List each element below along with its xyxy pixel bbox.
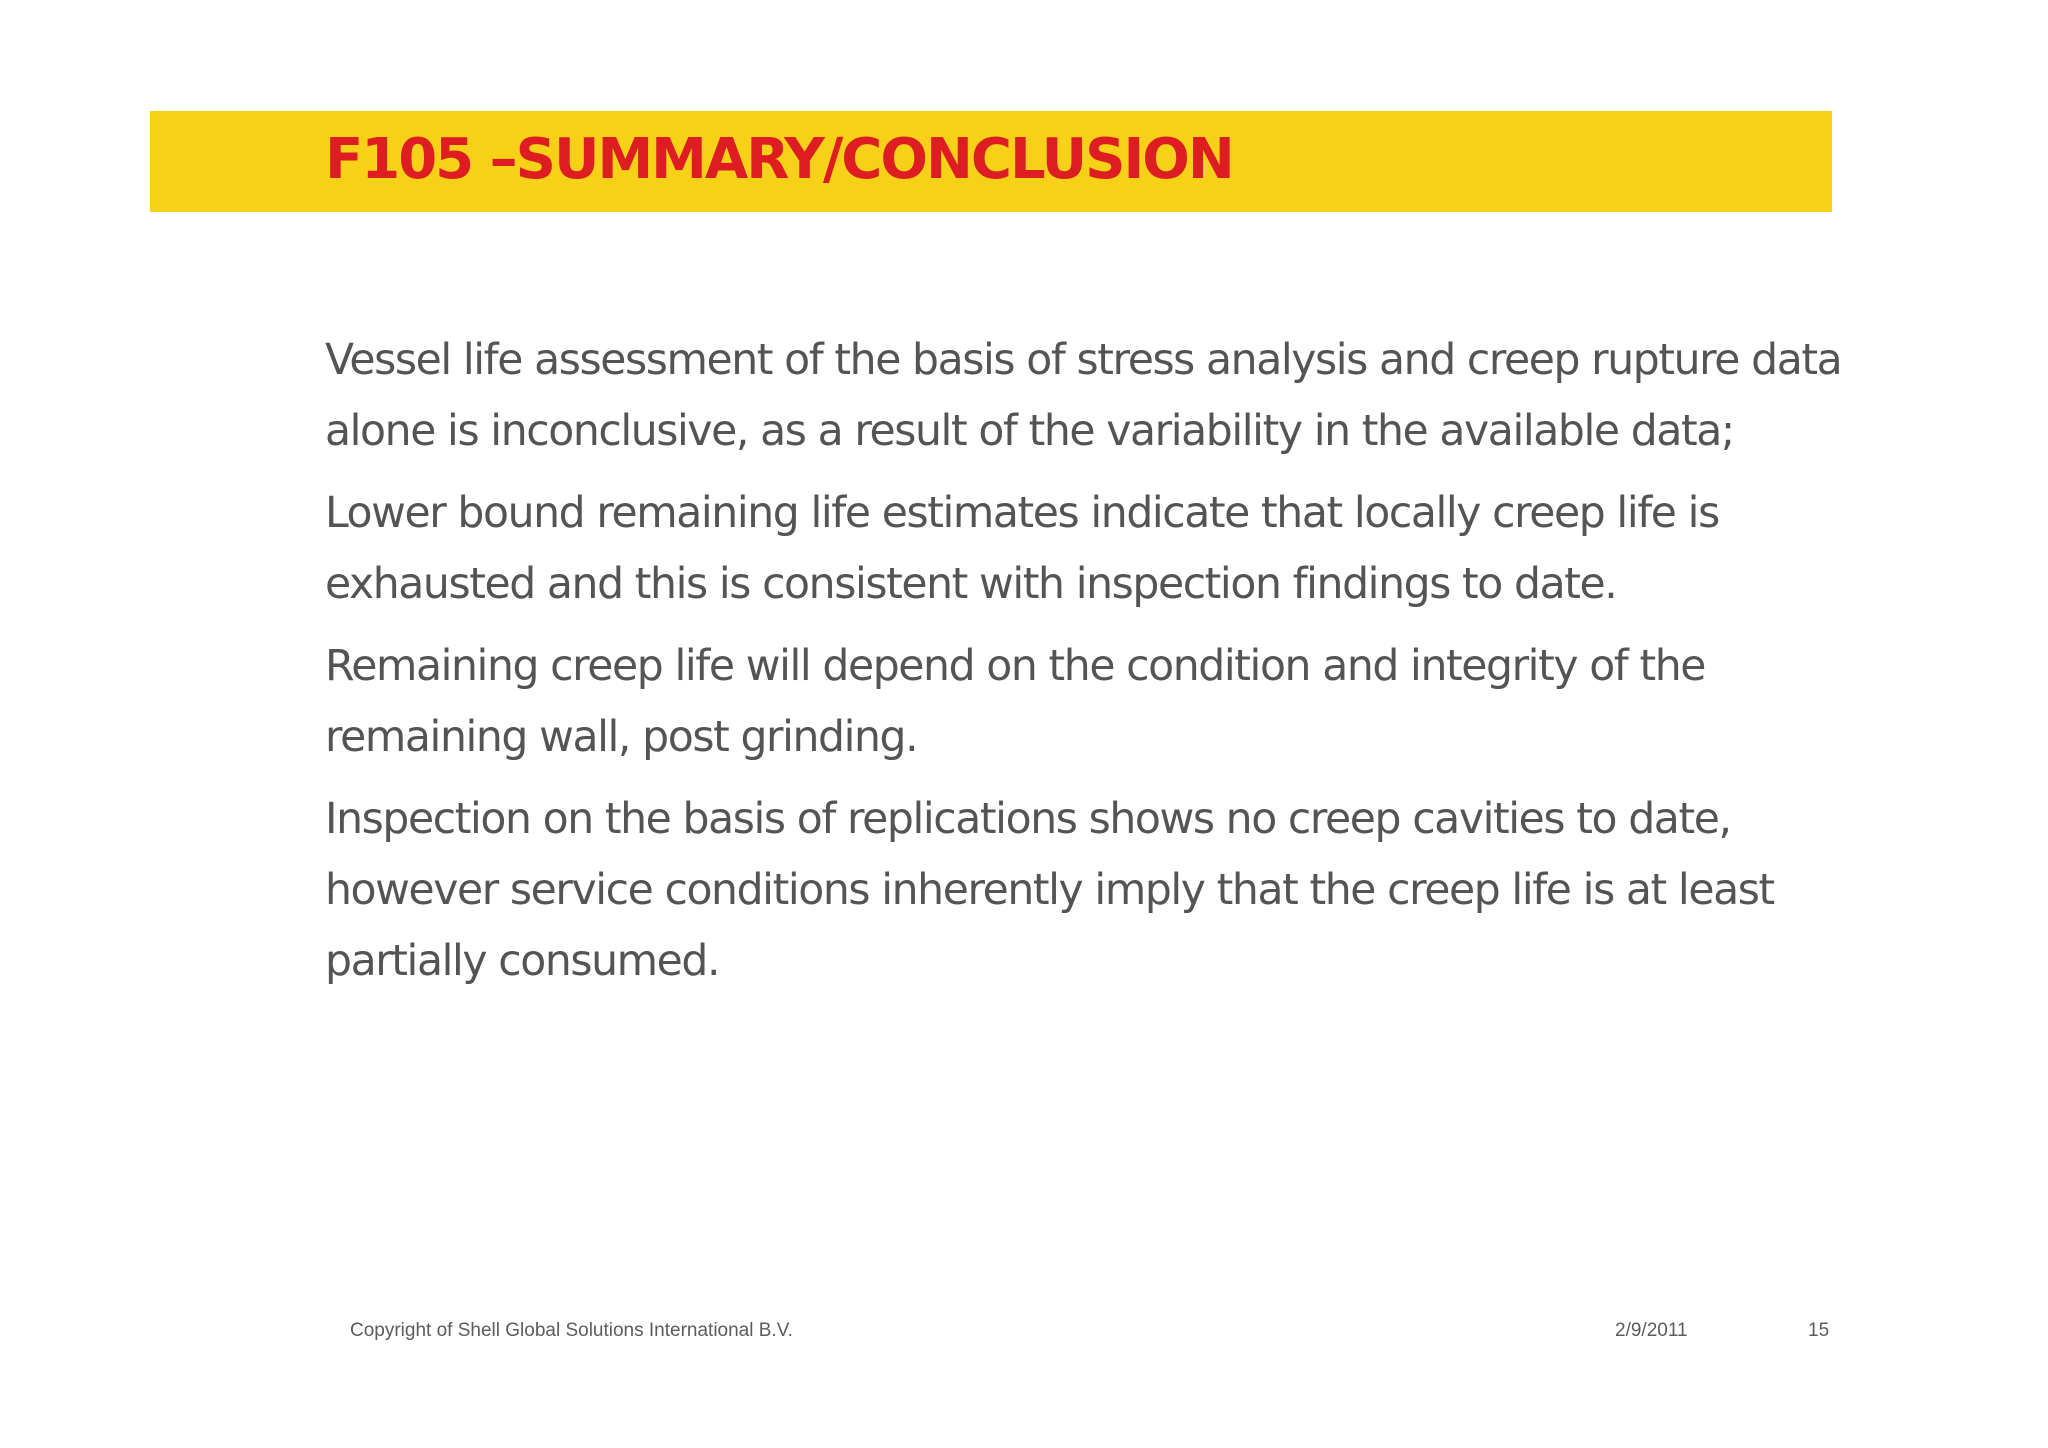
slide-body xyxy=(325,325,1865,1008)
footer-copyright: Copyright of Shell Global Solutions International B.V. xyxy=(350,1320,793,1341)
title-band xyxy=(150,111,1832,212)
slide-title: F105 –SUMMARY/CONCLUSION xyxy=(325,127,1233,192)
body-paragraph: Lower bound remaining life estimates indicate that locally creep life is exhausted and this is consistent with inspection findings to date. xyxy=(325,489,1719,609)
body-paragraph: Inspection on the basis of replications shows no creep cavities to date, however service conditions inherently imply that the creep life is at least partially consumed. xyxy=(325,795,1774,986)
footer-date: 2/9/2011 xyxy=(1615,1320,1688,1341)
body-paragraph: Remaining creep life will depend on the condition and integrity of the remaining wall, post grinding. xyxy=(325,642,1706,762)
footer-page-number: 15 xyxy=(1808,1320,1830,1341)
body-paragraph: Vessel life assessment of the basis of stress analysis and creep rupture data alone is inconclusive, as a result of the variability in the available data; xyxy=(325,336,1842,456)
